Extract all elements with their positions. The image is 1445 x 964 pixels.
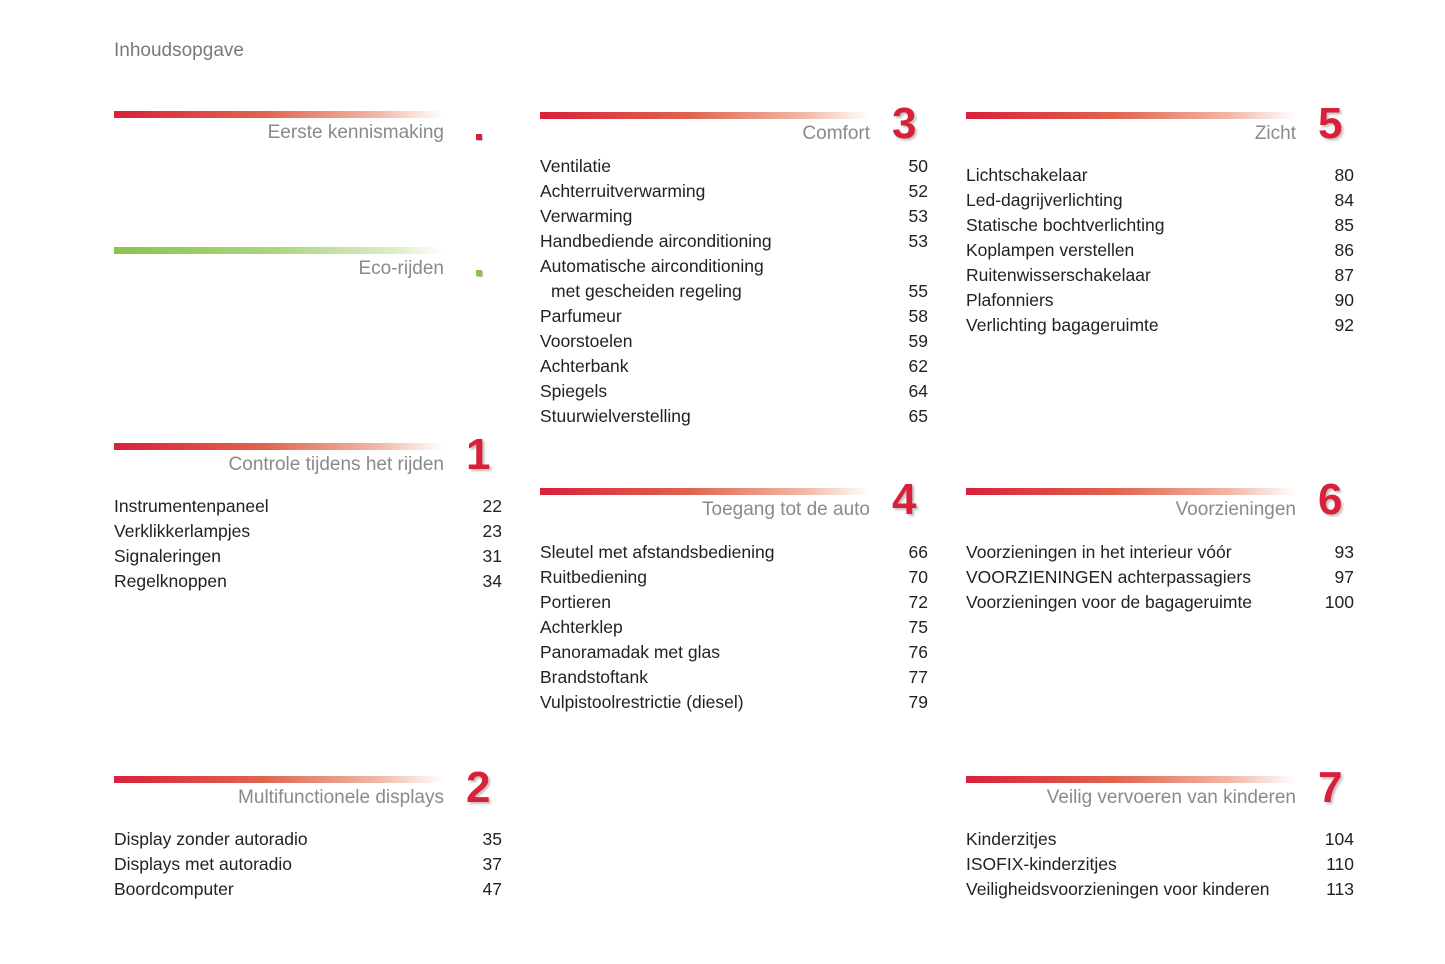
toc-item-label: Ruitenwisserschakelaar	[966, 265, 1151, 285]
toc-item-label: Statische bochtverlichting	[966, 215, 1165, 235]
toc-item-page: 72	[908, 592, 928, 612]
toc-item-page: 47	[482, 879, 502, 899]
toc-item-page: 113	[1326, 879, 1354, 899]
toc-item-page: 53	[908, 231, 928, 251]
toc-item-page: 85	[1334, 215, 1354, 235]
toc-item-label: Stuurwielverstelling	[540, 406, 691, 426]
toc-item-label: Automatische airconditioning	[540, 256, 764, 276]
toc-item-label: Verwarming	[540, 206, 633, 226]
toc-item-page: 59	[908, 331, 928, 351]
section-bar	[966, 112, 1296, 119]
toc-item-page: 93	[1334, 542, 1354, 562]
toc-list	[966, 540, 1354, 615]
toc-item-label: Led-dagrijverlichting	[966, 190, 1123, 210]
toc-item-label: Boordcomputer	[114, 879, 234, 899]
toc-item[interactable]	[966, 213, 1354, 238]
section-marker-icon	[476, 134, 482, 140]
toc-item-page: 97	[1334, 567, 1354, 587]
toc-item-page: 90	[1334, 290, 1354, 310]
section-title: Zicht	[1254, 123, 1296, 144]
toc-item-label: Veiligheidsvoorzieningen voor kinderen	[966, 879, 1270, 899]
toc-item[interactable]	[540, 690, 928, 715]
toc-item-label: Achterbank	[540, 356, 629, 376]
toc-item-label: Regelknoppen	[114, 571, 227, 591]
toc-item-label: Instrumentenpaneel	[114, 496, 269, 516]
toc-item-label: Signaleringen	[114, 546, 222, 566]
toc-item-label: Portieren	[540, 592, 612, 612]
toc-list	[114, 494, 502, 594]
section-title: Veilig vervoeren van kinderen	[1046, 787, 1296, 808]
section-marker-icon	[476, 270, 482, 276]
toc-item-page: 53	[908, 206, 928, 226]
toc-item[interactable]	[114, 827, 502, 852]
toc-item[interactable]	[540, 304, 928, 329]
toc-item-label: Verklikkerlampjes	[114, 521, 251, 541]
toc-item[interactable]	[540, 229, 928, 254]
section-bar	[114, 111, 444, 118]
toc-item-label: Sleutel met afstandsbediening	[540, 542, 775, 562]
toc-item-page: 77	[908, 667, 928, 687]
toc-item-page: 100	[1324, 592, 1354, 612]
section-number: 3	[892, 99, 917, 148]
toc-item[interactable]	[540, 354, 928, 379]
toc-item[interactable]	[540, 329, 928, 354]
toc-item-label: Plafonniers	[966, 290, 1054, 310]
section-bar	[540, 488, 870, 495]
section-title: Comfort	[802, 123, 870, 144]
toc-item-page: 86	[1334, 240, 1354, 260]
toc-list	[966, 827, 1354, 902]
toc-item[interactable]	[114, 877, 502, 902]
toc-item-label: Kinderzitjes	[966, 829, 1057, 849]
section-bar	[966, 776, 1296, 783]
toc-item-page: 110	[1326, 854, 1354, 874]
toc-list	[540, 540, 928, 715]
toc-item[interactable]	[966, 565, 1354, 590]
toc-item-page: 87	[1334, 265, 1354, 285]
toc-item-label: Spiegels	[540, 381, 608, 401]
toc-item-label: Achterruitverwarming	[540, 181, 706, 201]
toc-list	[966, 163, 1354, 338]
toc-item[interactable]	[966, 540, 1354, 565]
toc-item[interactable]	[966, 188, 1354, 213]
toc-item-page: 31	[482, 546, 502, 566]
toc-item[interactable]	[966, 852, 1354, 877]
toc-item-label: Displays met autoradio	[114, 854, 292, 874]
toc-item-page: 55	[908, 281, 928, 301]
toc-item[interactable]	[540, 254, 928, 304]
toc-list	[114, 827, 502, 902]
toc-item[interactable]	[966, 590, 1354, 615]
section-number: 7	[1318, 763, 1343, 812]
toc-item-page: 62	[908, 356, 928, 376]
section-title: Multifunctionele displays	[238, 787, 444, 808]
toc-item[interactable]	[540, 565, 928, 590]
section-bar	[114, 443, 444, 450]
section-title: Eerste kennismaking	[267, 122, 444, 143]
toc-item-page: 37	[482, 854, 502, 874]
section-bar	[966, 488, 1296, 495]
toc-item-page: 104	[1324, 829, 1354, 849]
toc-item-page: 70	[908, 567, 928, 587]
section-title: Voorzieningen	[1175, 499, 1296, 520]
toc-item-page: 64	[908, 381, 928, 401]
section-title: Eco-rijden	[358, 258, 444, 279]
toc-item-page: 22	[482, 496, 502, 516]
toc-item[interactable]	[966, 163, 1354, 188]
toc-item[interactable]	[114, 569, 502, 594]
toc-item-label: Brandstoftank	[540, 667, 648, 687]
toc-item-label: Voorzieningen voor de bagageruimte	[966, 592, 1253, 612]
toc-item-label: Voorstoelen	[540, 331, 633, 351]
toc-item[interactable]	[114, 544, 502, 569]
toc-item[interactable]	[114, 494, 502, 519]
toc-item-page: 35	[482, 829, 502, 849]
toc-item-label: Ventilatie	[540, 156, 612, 176]
toc-item-label: Koplampen verstellen	[966, 240, 1135, 260]
toc-item-page: 34	[482, 571, 502, 591]
section-number: 2	[466, 763, 491, 812]
toc-item[interactable]	[540, 665, 928, 690]
toc-item-page: 65	[908, 406, 928, 426]
section-bar	[114, 247, 444, 254]
toc-item[interactable]	[114, 519, 502, 544]
toc-item-label: Verlichting bagageruimte	[966, 315, 1159, 335]
section-title: Toegang tot de auto	[702, 499, 870, 520]
section-bar	[540, 112, 870, 119]
toc-item-page: 66	[908, 542, 928, 562]
toc-item-page: 23	[482, 521, 502, 541]
toc-item-page: 58	[908, 306, 928, 326]
page-title: Inhoudsopgave	[114, 40, 244, 61]
toc-item-label: Display zonder autoradio	[114, 829, 308, 849]
toc-item-page: 92	[1334, 315, 1354, 335]
toc-item-page: 52	[908, 181, 928, 201]
section-number: 6	[1318, 475, 1343, 524]
toc-item-label: Achterklep	[540, 617, 623, 637]
toc-item[interactable]	[966, 238, 1354, 263]
section-title: Controle tijdens het rijden	[228, 454, 444, 475]
toc-list	[540, 154, 928, 429]
toc-item[interactable]	[114, 852, 502, 877]
toc-item-page: 79	[908, 692, 928, 712]
toc-item-page: 84	[1334, 190, 1354, 210]
toc-item[interactable]	[966, 877, 1354, 902]
toc-item-label: ISOFIX-kinderzitjes	[966, 854, 1117, 874]
toc-item[interactable]	[540, 404, 928, 429]
toc-item-label: Ruitbediening	[540, 567, 648, 587]
toc-item[interactable]	[966, 263, 1354, 288]
toc-item[interactable]	[540, 615, 928, 640]
toc-item-page: 80	[1334, 165, 1354, 185]
toc-item-label: Vulpistoolrestrictie (diesel)	[540, 692, 744, 712]
toc-item[interactable]	[540, 379, 928, 404]
toc-item[interactable]	[540, 590, 928, 615]
section-number: 1	[466, 430, 491, 479]
toc-item[interactable]	[966, 288, 1354, 313]
section-bar	[114, 776, 444, 783]
toc-item-page: 76	[908, 642, 928, 662]
toc-item-label-continued: met gescheiden regeling	[551, 281, 742, 301]
toc-item[interactable]	[540, 640, 928, 665]
toc-item[interactable]	[540, 540, 928, 565]
toc-item-label: Voorzieningen in het interieur vóór	[966, 542, 1232, 562]
toc-item-label: Handbediende airconditioning	[540, 231, 772, 251]
section-number: 5	[1318, 99, 1343, 148]
toc-item[interactable]	[540, 204, 928, 229]
toc-item[interactable]	[966, 313, 1354, 338]
toc-item-label: Parfumeur	[540, 306, 622, 326]
toc-item-label: VOORZIENINGEN achterpassagiers	[966, 567, 1251, 587]
toc-item-label: Lichtschakelaar	[966, 165, 1088, 185]
toc-item[interactable]	[540, 154, 928, 179]
section-number: 4	[892, 475, 917, 524]
toc-item-label: Panoramadak met glas	[540, 642, 720, 662]
toc-item-page: 50	[908, 156, 928, 176]
toc-item[interactable]	[966, 827, 1354, 852]
toc-item-page: 75	[908, 617, 928, 637]
toc-item[interactable]	[540, 179, 928, 204]
